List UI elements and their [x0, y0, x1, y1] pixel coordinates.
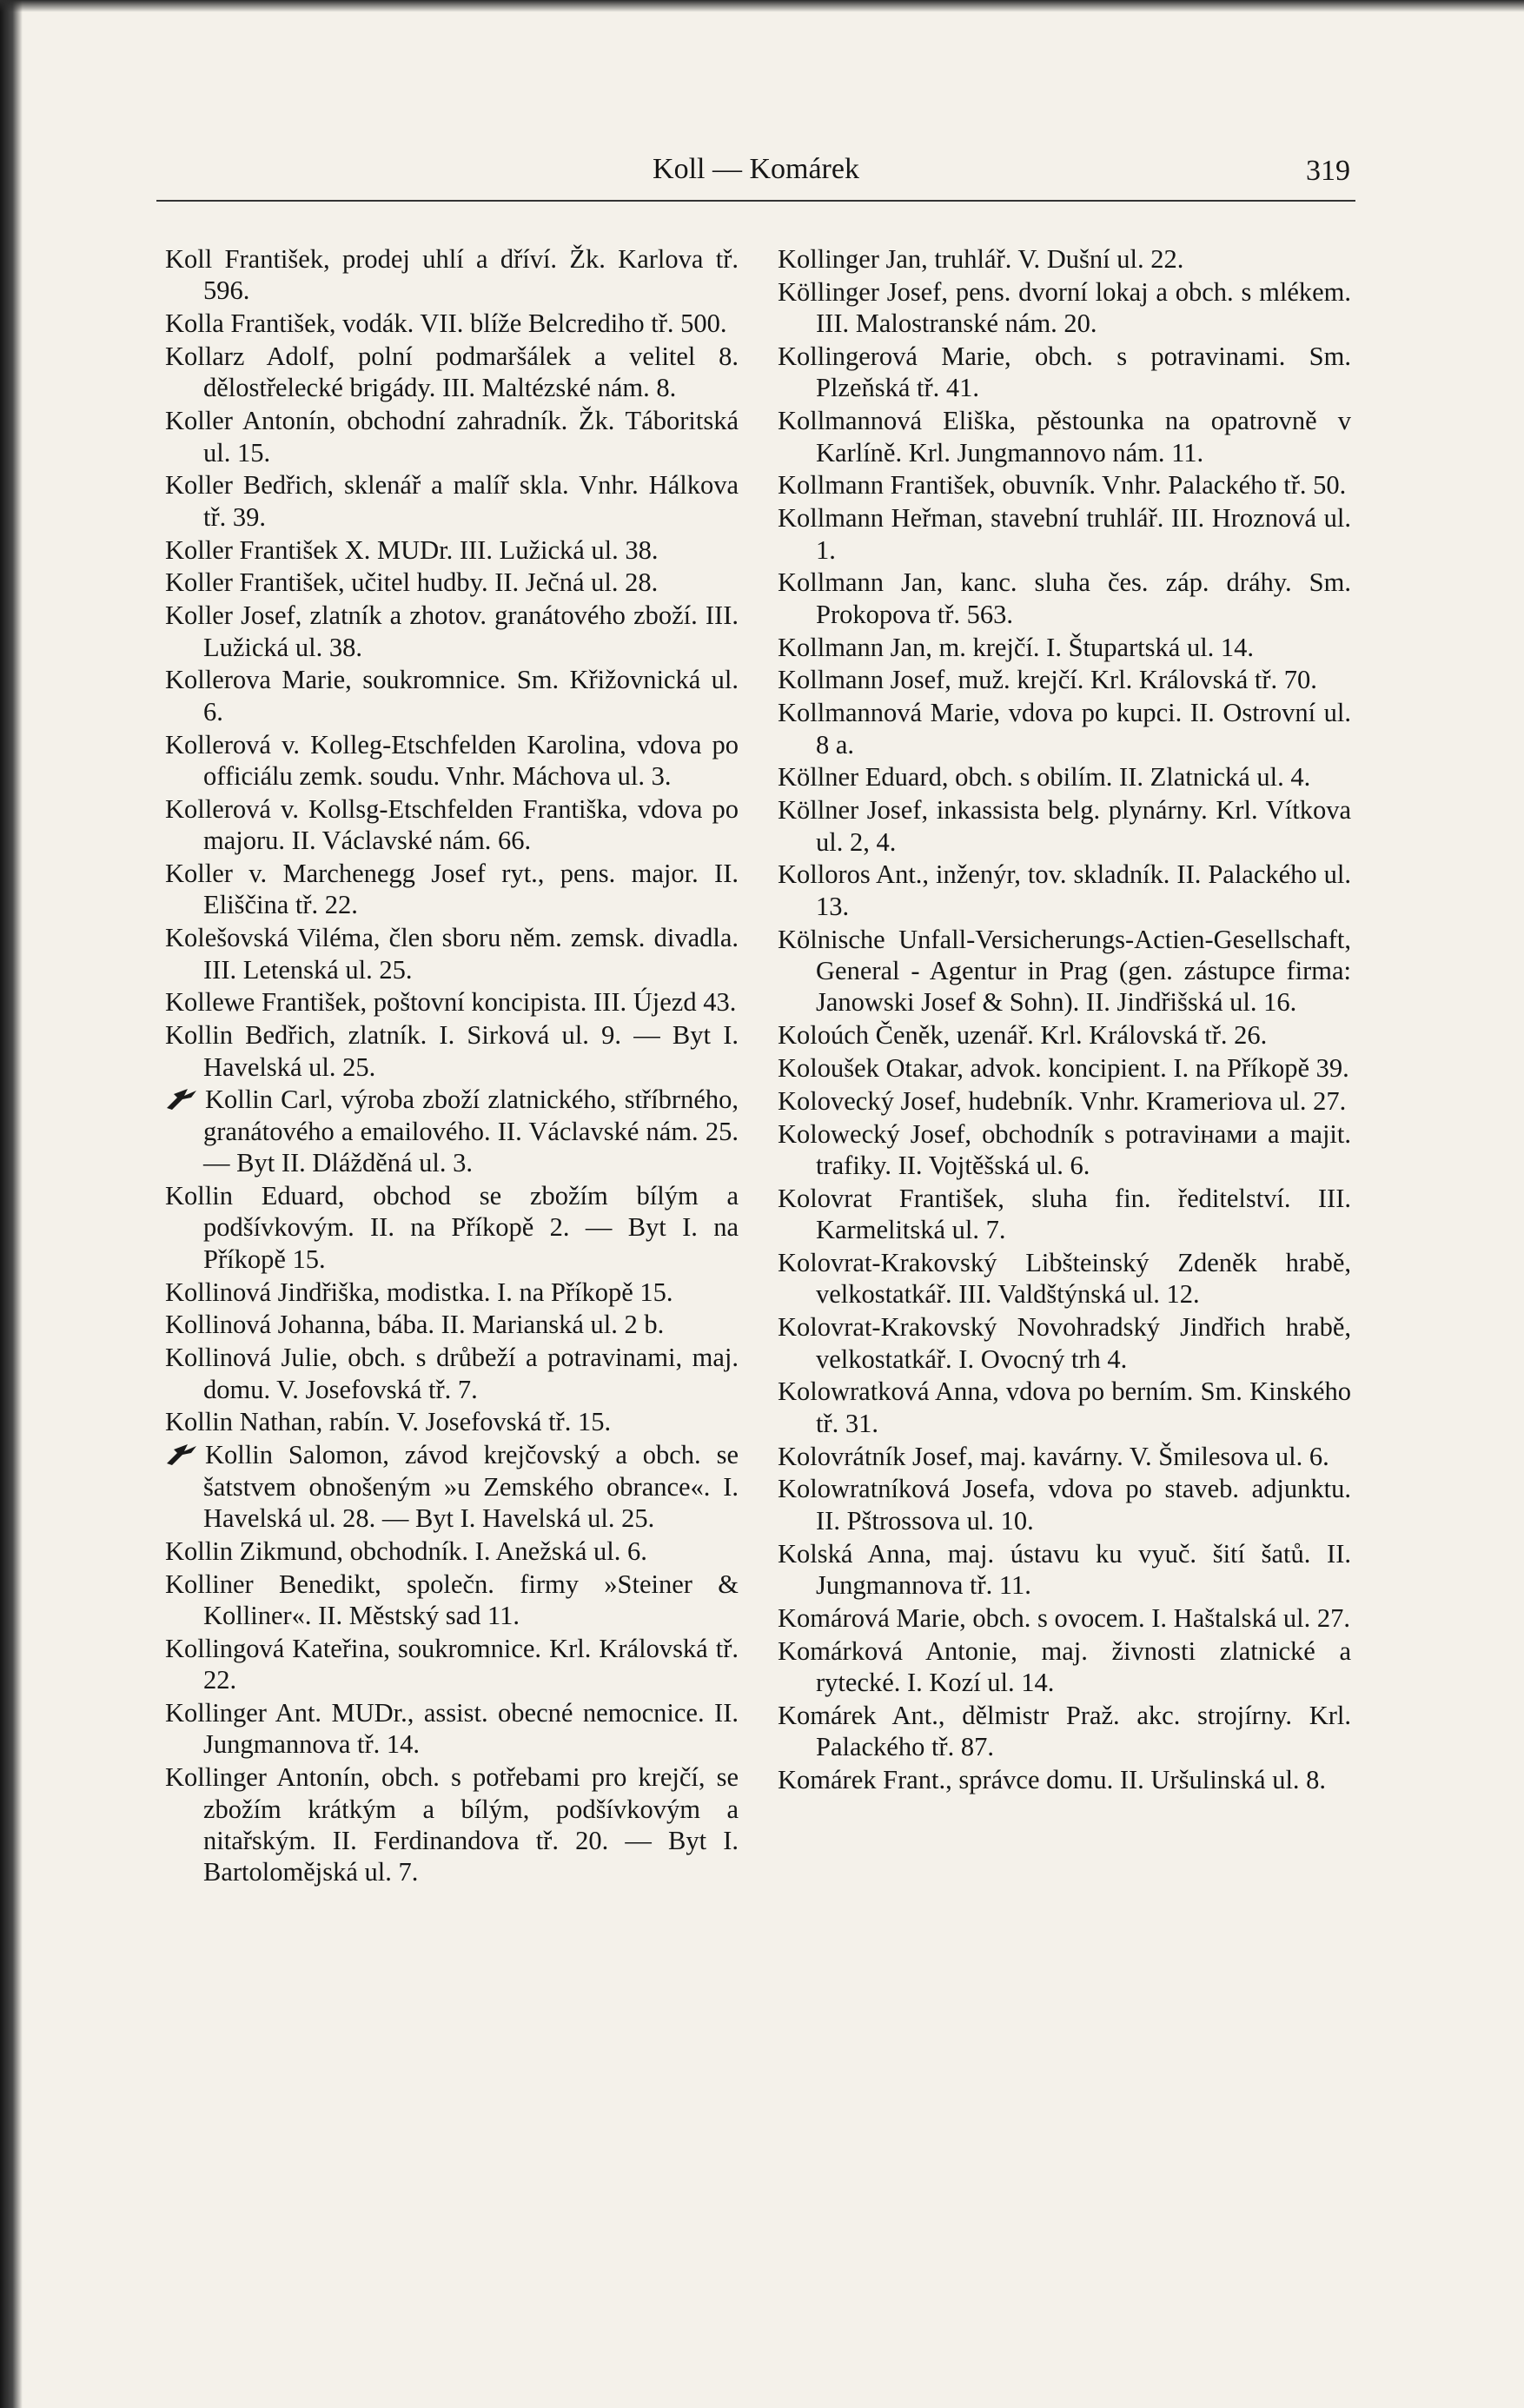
entry-text: Kolešovská Viléma, člen sboru něm. zemsk. divadla. III. Letenská ul. 25. — [165, 923, 739, 985]
entry-text: Kollerova Marie, soukromnice. Sm. Křižovnická ul. 6. — [165, 665, 739, 726]
pointing-hand-icon — [165, 1085, 200, 1111]
directory-entry — [165, 729, 739, 793]
directory-entry — [165, 1761, 739, 1888]
entry-text: Kolská Anna, maj. ústavu ku vyuč. šití šatů. II. Jungmannova tř. 11. — [778, 1538, 1351, 1601]
directory-entry — [165, 1697, 739, 1761]
directory-entry — [778, 1538, 1351, 1602]
directory-entry — [778, 567, 1351, 630]
directory-entry — [165, 567, 739, 598]
entry-text: Koller Josef, zlatník a zhotov. granátového zboží. III. Lužická ul. 38. — [165, 600, 739, 662]
directory-entry — [778, 1118, 1351, 1182]
entry-text: Komárek Frant., správce domu. II. Uršulinská ul. 8. — [778, 1765, 1327, 1795]
page-header — [156, 148, 1355, 202]
directory-entry — [165, 243, 739, 307]
directory-entry — [165, 793, 739, 857]
entry-text: Kollmann Heřman, stavební truhlář. III. Hroznová ul. 1. — [778, 503, 1351, 565]
directory-entry — [165, 1180, 739, 1275]
entry-text: Koloúch Čeněk, uzenář. Krl. Královská tř. 26. — [778, 1020, 1268, 1051]
entry-text: Kollinová Jindřiška, modistka. I. na Příkopě 15. — [165, 1277, 673, 1307]
entry-text: Kolloros Ant., inženýr, tov. skladník. II. Palackého ul. 13. — [778, 859, 1351, 921]
directory-entry — [778, 1602, 1351, 1634]
entry-text: Kollin Carl, výroba zboží zlatnického, stříbrného, granátového a emailového. II. Václavské nám. 25. — Byt II. Dlážděná ul. 3. — [203, 1085, 739, 1178]
entry-text: Kollin Nathan, rabín. V. Josefovská tř. 15. — [165, 1407, 612, 1437]
directory-entry — [778, 859, 1351, 922]
directory-entry — [778, 405, 1351, 468]
entry-text: Kollin Salomon, závod krejčovský a obch. se šatstvem obnošeným »u Zemského obrance«. I. Havelská ul. 28. — Byt I. Havelská ul. 25. — [203, 1440, 739, 1534]
directory-entry — [165, 858, 739, 921]
directory-entry — [165, 1277, 739, 1308]
directory-entry — [165, 1536, 739, 1567]
entry-text: Kolla František, vodák. VII. blíže Belcrediho tř. 500. — [165, 308, 727, 339]
directory-entry — [778, 1441, 1351, 1472]
entry-text: Köllner Josef, inkassista belg. plynárny. Krl. Vítkova ul. 2, 4. — [778, 795, 1351, 857]
directory-entry — [778, 1311, 1351, 1375]
directory-entry — [165, 1342, 739, 1405]
entry-text: Kollmann František, obuvník. Vnhr. Palackého tř. 50. — [778, 470, 1347, 501]
directory-entry — [778, 761, 1351, 793]
entry-text: Kolovecký Josef, hudebník. Vnhr. Krameriova ul. 27. — [778, 1085, 1347, 1116]
entry-text: Kollin Bedřich, zlatník. I. Sirková ul. 9. — Byt I. Havelská ul. 25. — [165, 1020, 739, 1082]
directory-entry — [778, 794, 1351, 858]
page-title: Koll — Komárek — [653, 153, 859, 185]
entry-text: Kollinová Julie, obch. s drůbeží a potravinami, maj. domu. V. Josefovská tř. 7. — [165, 1343, 739, 1404]
directory-entry — [778, 243, 1351, 275]
entry-text: Koller Antonín, obchodní zahradník. Žk. Táboritská ul. 15. — [165, 406, 739, 468]
directory-entry — [778, 1019, 1351, 1051]
entry-text: Koller František, učitel hudby. II. Ječná ul. 28. — [165, 567, 659, 598]
entry-text: Kollinová Johanna, bába. II. Marianská ul. 2 b. — [165, 1310, 665, 1340]
entry-text: Kolovrat-Krakovský Libšteinský Zdeněk hrabě, velkostatkář. III. Valdštýnská ul. 12. — [778, 1248, 1351, 1310]
left-column — [165, 243, 739, 1889]
pointing-hand-icon — [165, 1441, 200, 1467]
directory-entry — [778, 276, 1351, 340]
directory-entry — [165, 341, 739, 404]
entry-text: Kollerová v. Kollsg-Etschfelden Františka, vdova po majoru. II. Václavské nám. 66. — [165, 793, 739, 856]
directory-entry — [165, 1309, 739, 1340]
directory-entry — [165, 1406, 739, 1437]
directory-entry — [165, 308, 739, 339]
entry-text: Koller Bedřich, sklenář a malíř skla. Vnhr. Hálkova tř. 39. — [165, 470, 739, 532]
entry-text: Kollingerová Marie, obch. s potravinami. Sm. Plzeňská tř. 41. — [778, 342, 1351, 403]
directory-entry — [778, 469, 1351, 501]
entry-text: Kölnische Unfall-Versicherungs-Actien-Gesellschaft, General - Agentur in Prag (gen. zástupce firma: Janowski Josef & Sohn). II. Jindřišská ul. 16. — [778, 924, 1351, 1018]
directory-entry — [165, 1569, 739, 1632]
entry-text: Kollmann Jan, m. krejčí. I. Štupartská ul. 14. — [778, 632, 1255, 662]
entry-text: Koll František, prodej uhlí a dříví. Žk. Karlova tř. 596. — [165, 244, 739, 306]
directory-entry — [778, 632, 1351, 663]
directory-entry — [778, 1085, 1351, 1117]
entry-text: Kollmannová Eliška, pěstounka na opatrovně v Karlíně. Krl. Jungmannovo nám. 11. — [778, 406, 1351, 468]
entry-text: Kollingová Kateřina, soukromnice. Krl. Královská tř. 22. — [165, 1633, 739, 1695]
entry-text: Kollmann Josef, muž. krejčí. Krl. Královská tř. 70. — [778, 665, 1317, 695]
directory-entry — [165, 405, 739, 468]
directory-entry — [778, 1052, 1351, 1084]
entry-text: Komárek Ant., dělmistr Praž. akc. strojírny. Krl. Palackého tř. 87. — [778, 1700, 1351, 1762]
directory-entry — [778, 1635, 1351, 1699]
directory-entry — [778, 1764, 1351, 1795]
directory-entry — [165, 1633, 739, 1696]
entry-text: Kollin Eduard, obchod se zbožím bílým a podšívkovým. II. na Příkopě 2. — Byt I. na Příkopě 15. — [165, 1181, 739, 1274]
directory-entry — [165, 469, 739, 533]
entry-text: Kolliner Benedikt, společn. firmy »Steiner & Kolliner«. II. Městský sad 11. — [165, 1569, 739, 1631]
directory-entry — [778, 502, 1351, 566]
entry-text: Komárová Marie, obch. s ovocem. I. Haštalská ul. 27. — [778, 1602, 1350, 1633]
directory-entry — [778, 1700, 1351, 1763]
entry-text: Kolowratková Anna, vdova po berním. Sm. Kinského tř. 31. — [778, 1376, 1351, 1438]
directory-entry — [165, 1439, 739, 1534]
entry-text: Kollinger Jan, truhlář. V. Dušní ul. 22. — [778, 244, 1184, 274]
directory-entry — [165, 600, 739, 663]
right-column — [778, 243, 1351, 1797]
directory-entry — [778, 1183, 1351, 1246]
directory-entry — [778, 341, 1351, 404]
directory-entry — [778, 924, 1351, 1018]
entry-text: Koller František X. MUDr. III. Lužická ul. 38. — [165, 534, 659, 565]
entry-text: Kolovrat-Krakovský Novohradský Jindřich hrabě, velkostatkář. I. Ovocný trh 4. — [778, 1312, 1351, 1374]
entry-text: Kollin Zikmund, obchodník. I. Anežská ul. 6. — [165, 1536, 647, 1566]
directory-entry — [778, 1376, 1351, 1439]
entry-text: Köllner Eduard, obch. s obilím. II. Zlatnická ul. 4. — [778, 762, 1311, 793]
directory-entry — [165, 986, 739, 1018]
entry-text: Kolovrátník Josef, maj. kavárny. V. Šmilesova ul. 6. — [778, 1441, 1329, 1471]
directory-entry — [778, 1247, 1351, 1310]
directory-entry — [778, 697, 1351, 760]
directory-entry — [165, 922, 739, 985]
directory-entry — [165, 664, 739, 727]
entry-text: Kollmannová Marie, vdova po kupci. II. Ostrovní ul. 8 a. — [778, 698, 1351, 760]
directory-entry — [165, 1019, 739, 1083]
entry-text: Kolovrat František, sluha fin. ředitelství. III. Karmelitská ul. 7. — [778, 1183, 1351, 1245]
entry-text: Kollinger Antonín, obch. s potřebami pro krejčí, se zbožím krátkým a bílým, podšívkovým a nitařským. II. Ferdinandova tř. 20. — Byt I. Bartolomějská ul. 7. — [165, 1762, 739, 1887]
entry-text: Köllinger Josef, pens. dvorní lokaj a obch. s mlékem. III. Malostranské nám. 20. — [778, 276, 1351, 339]
page-number: 319 — [1306, 155, 1350, 187]
directory-entry — [778, 664, 1351, 695]
entry-text: Komárková Antonie, maj. živnosti zlatnické a rytecké. I. Kozí ul. 14. — [778, 1635, 1351, 1698]
entry-text: Kollinger Ant. MUDr., assist. obecné nemocnice. II. Jungmannova tř. 14. — [165, 1698, 739, 1760]
scan-edge-left — [0, 0, 23, 2408]
entry-text: Kollewe František, poštovní koncipista. III. Újezd 43. — [165, 987, 737, 1018]
scan-edge-top — [0, 0, 1524, 12]
directory-entry — [778, 1473, 1351, 1536]
directory-entry — [165, 1084, 739, 1178]
entry-text: Kolowecký Josef, obchodník s potraviнами a majit. trafiky. II. Vojtěšská ul. 6. — [778, 1118, 1351, 1181]
entry-text: Koller v. Marchenegg Josef ryt., pens. major. II. Eliščina tř. 22. — [165, 859, 739, 920]
directory-entry — [165, 534, 739, 566]
entry-text: Kolowratníková Josefa, vdova po staveb. adjunktu. II. Pštrossova ul. 10. — [778, 1474, 1351, 1536]
entry-text: Kollarz Adolf, polní podmaršálek a velitel 8. dělostřelecké brigády. III. Maltézské nám. 8. — [165, 342, 739, 403]
entry-text: Kollmann Jan, kanc. sluha čes. záp. dráhy. Sm. Prokopova tř. 563. — [778, 567, 1351, 629]
entry-text: Kollerová v. Kolleg-Etschfelden Karolina, vdova po officiálu zemk. soudu. Vnhr. Máchova ul. 3. — [165, 729, 739, 792]
entry-text: Koloušek Otakar, advok. koncipient. I. na Příkopě 39. — [778, 1053, 1349, 1084]
